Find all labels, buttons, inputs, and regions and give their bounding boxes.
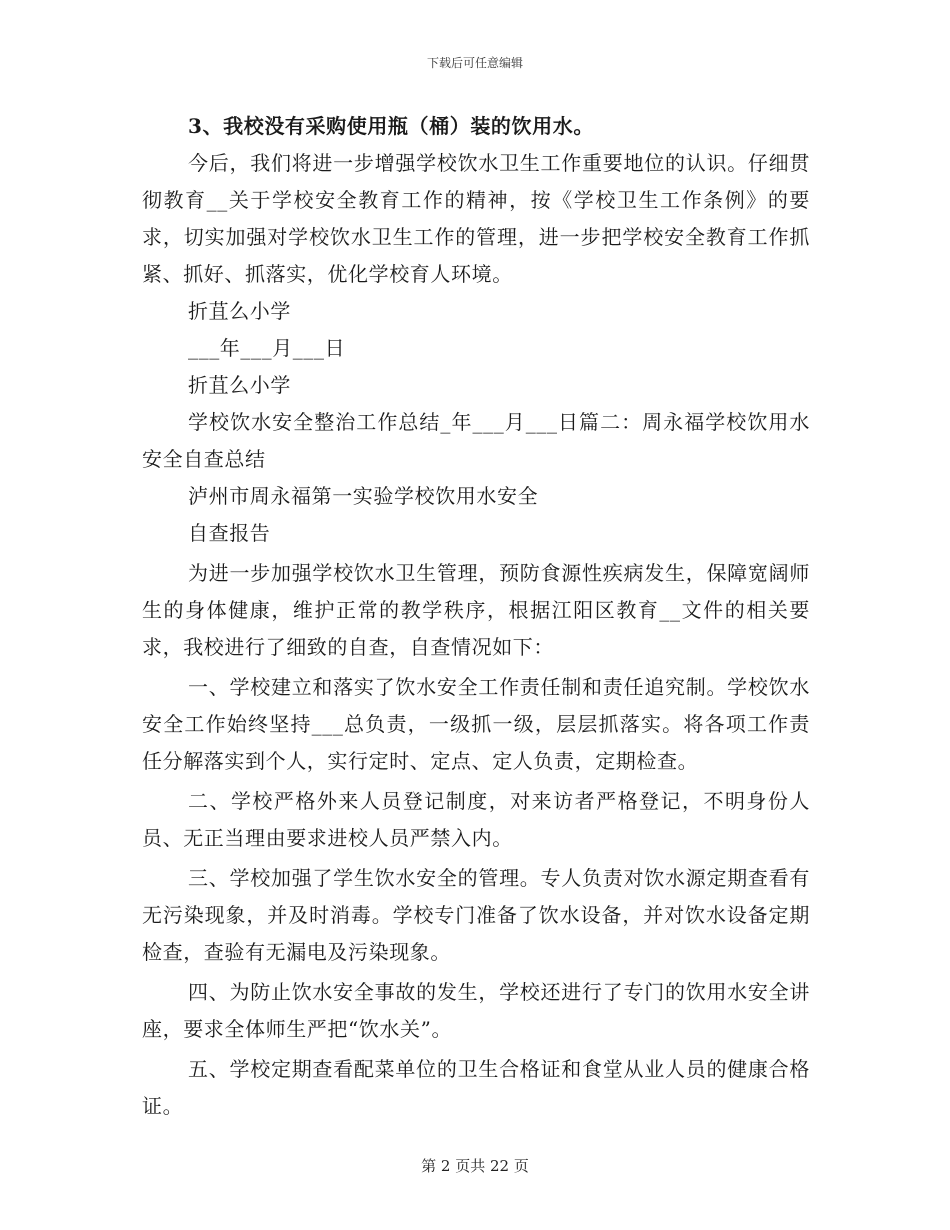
paragraph-bottled-water: 3、我校没有采购使用瓶（桶）装的饮用水。 (188, 114, 594, 138)
paragraph-intro: 为进一步加强学校饮水卫生管理，预防食源性疾病发生，保障宽阔师生的身体健康，维护正常的教学秩序，根据江阳区教育__文件的相关要求，我校进行了细致的自查，自查情况如下： (142, 561, 810, 659)
paragraph-item-3: 三、学校加强了学生饮水安全的管理。专人负责对饮水源定期查看有无污染现象，并及时消毒。学校专门准备了饮水设备，并对饮水设备定期检查，查验有无漏电及污染现象。 (142, 866, 810, 964)
paragraph-item-5: 五、学校定期查看配菜单位的卫生合格证和食堂从业人员的健康合格证。 (142, 1057, 810, 1118)
report-title-line-1: 泸州市周永福第一实验学校饮用水安全 (188, 484, 539, 508)
signature-school-name: 折苴么小学 (188, 299, 291, 323)
paragraph-item-1: 一、学校建立和落实了饮水安全工作责任制和责任追究制。学校饮水安全工作始终坚持___总负责，一级抓一级，层层抓落实。将各项工作责任分解落实到个人，实行定时、定点、定人负责，定期检查。 (142, 675, 810, 773)
paragraph-item-2: 二、学校严格外来人员登记制度，对来访者严格登记，不明身份人员、无正当理由要求进校人员严禁入内。 (142, 789, 810, 850)
section-title-part-two: 学校饮水安全整治工作总结_年___月___日篇二：周永福学校饮用水安全自查总结 (142, 410, 810, 471)
page-header-note: 下载后可任意编辑 (426, 56, 523, 70)
page-number-footer: 第 2 页共 22 页 (421, 1157, 529, 1175)
paragraph-future-plans: 今后，我们将进一步增强学校饮水卫生工作重要地位的认识。仔细贯彻教育__关于学校安全教育工作的精神，按《学校卫生工作条例》的要求，切实加强对学校饮水卫生工作的管理，进一步把学校安全教育工作抓紧、抓好、抓落实，优化学校育人环境。 (142, 151, 810, 286)
paragraph-item-4: 四、为防止饮水安全事故的发生，学校还进行了专门的饮用水安全讲座，要求全体师生严把“饮水关”。 (142, 980, 810, 1041)
report-title-line-2: 自查报告 (188, 521, 271, 545)
school-name-repeat: 折苴么小学 (188, 373, 291, 397)
document-body (142, 108, 810, 1125)
signature-date: ___年___月___日 (188, 336, 346, 360)
